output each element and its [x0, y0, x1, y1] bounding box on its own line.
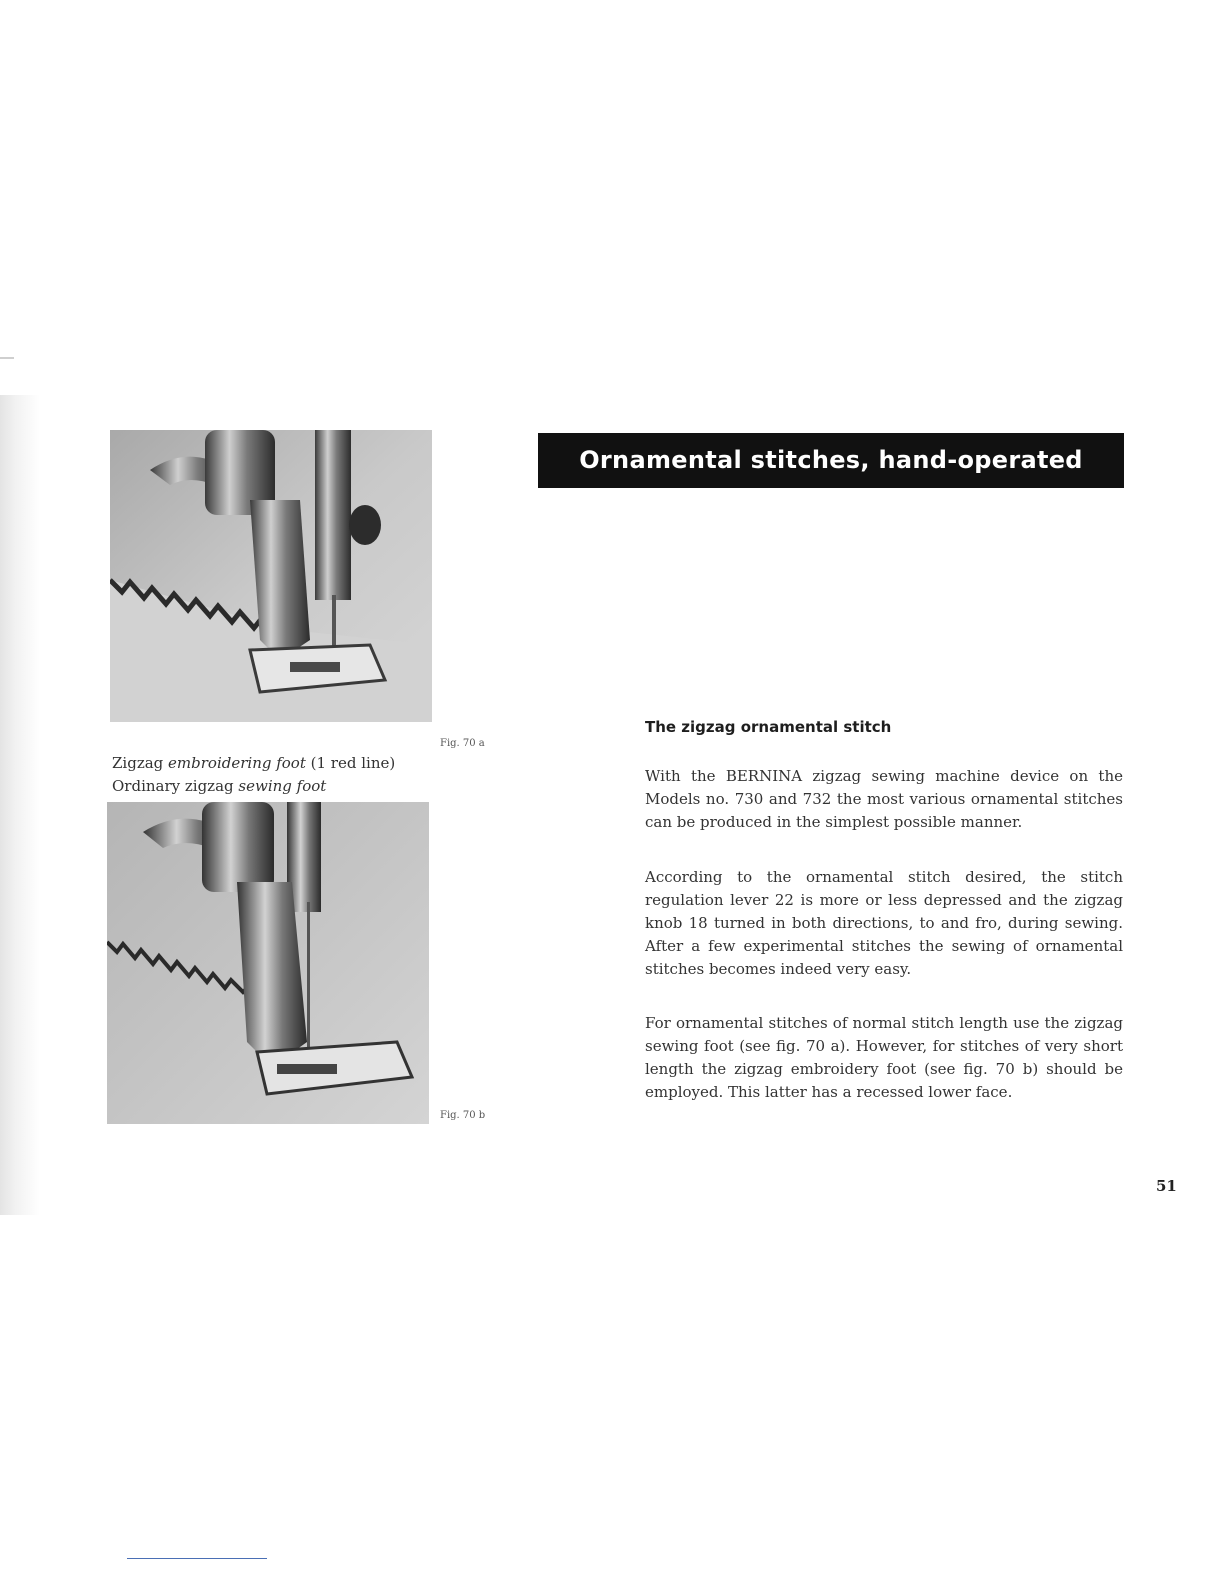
page-edge-shadow: [0, 395, 40, 1215]
caption-text: Ordinary zigzag: [112, 777, 239, 795]
page-number: 51: [1156, 1177, 1177, 1195]
paragraph: For ornamental stitches of normal stitch length use the zigzag sewing foot (see fig. 70 a). However, for stitches of very short length the zigzag embroidery foot (see fig. 70 b) should be employed. This latter has a recessed lower face.: [645, 1014, 1123, 1101]
figure-70a-label: Fig. 70 a: [440, 738, 485, 749]
figure-70a-photo: [110, 430, 432, 722]
footnote-rule: [127, 1558, 267, 1559]
figure-70a-caption: [112, 754, 395, 772]
sewing-foot-zigzag-photo-icon: [110, 430, 432, 722]
paragraph: According to the ornamental stitch desired, the stitch regulation lever 22 is more or less depressed and the zigzag knob 18 turned in both directions, to and fro, during sewing. After a few experimental stitches the sewing of ornamental stitches becomes indeed very easy.: [645, 868, 1123, 978]
caption-italic: embroidering foot: [168, 754, 306, 772]
caption-text: (1 red line): [305, 754, 396, 772]
figure-70b-photo: [107, 802, 429, 1124]
sewing-foot-embroidery-photo-icon: [107, 802, 429, 1124]
caption-text: Zigzag: [112, 754, 169, 772]
figure-70b-caption: [112, 777, 326, 795]
paragraph: With the BERNINA zigzag sewing machine device on the Models no. 730 and 732 the most various ornamental stitches can be produced in the simplest possible manner.: [645, 767, 1123, 831]
caption-italic: sewing foot: [238, 777, 327, 795]
page-edge-mark: [0, 357, 14, 359]
section-heading: The zigzag ornamental stitch: [645, 718, 892, 736]
page-title: Ornamental stitches, hand-operated: [538, 433, 1124, 488]
figure-70b-label: Fig. 70 b: [440, 1110, 486, 1121]
